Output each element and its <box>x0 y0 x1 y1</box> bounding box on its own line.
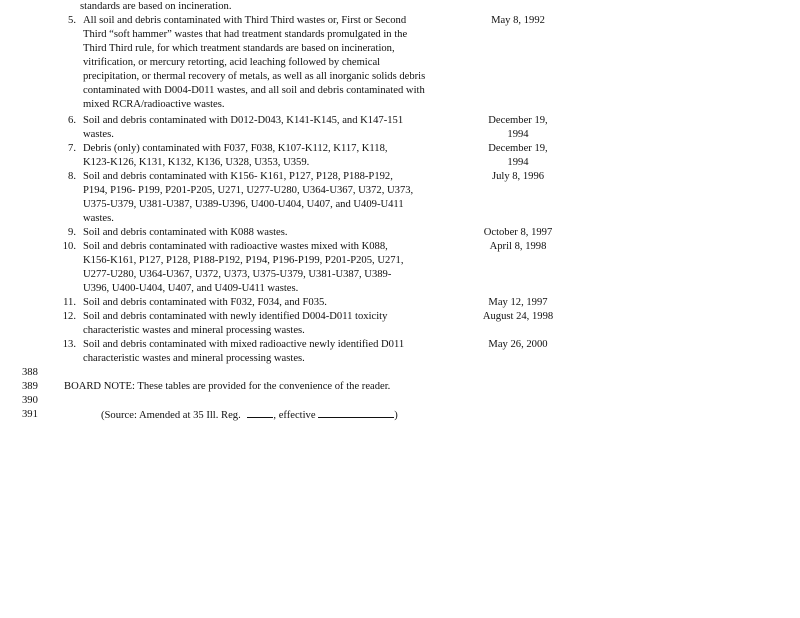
line-number: 391 <box>22 409 38 420</box>
register-blank <box>247 408 273 418</box>
line-number: 390 <box>22 395 38 406</box>
item-description-line: All soil and debris contaminated with Third Third wastes or, First or Second <box>83 15 407 26</box>
effective-date: December 19, <box>488 143 548 154</box>
item-description-line: U396, U400-U404, U407, and U409-U411 wastes. <box>83 283 299 294</box>
item-description-line: Soil and debris contaminated with F032, F034, and F035. <box>83 297 327 308</box>
item-number: 7. <box>68 143 76 154</box>
item-description-line: Soil and debris contaminated with mixed radioactive newly identified D011 <box>83 339 405 350</box>
effective-date: April 8, 1998 <box>489 241 547 252</box>
item-number: 8. <box>68 171 76 182</box>
item-number: 5. <box>68 15 76 26</box>
effective-date: July 8, 1996 <box>491 171 545 182</box>
line-number: 388 <box>22 367 38 378</box>
source-prefix: (Source: Amended at 35 Ill. Reg. <box>101 410 241 421</box>
source-suffix: ) <box>394 410 398 421</box>
item-description-line: Soil and debris contaminated with radioactive wastes mixed with K088, <box>83 241 388 252</box>
item-number: 6. <box>68 115 76 126</box>
item-number: 9. <box>68 227 76 238</box>
item-number: 10. <box>62 241 76 252</box>
item-description-line: U375-U379, U381-U387, U389-U396, U400-U404, U407, and U409-U411 <box>83 199 404 210</box>
item-description-line: characteristic wastes and mineral processing wastes. <box>83 325 305 336</box>
item-description-line: wastes. <box>83 129 114 140</box>
item-description-line: Soil and debris contaminated with newly identified D004-D011 toxicity <box>83 311 388 322</box>
effective-date: December 19, <box>488 115 548 126</box>
item-number: 11. <box>63 297 76 308</box>
item-description-line: mixed RCRA/radioactive wastes. <box>83 99 225 110</box>
item-description-line: Soil and debris contaminated with K088 wastes. <box>83 227 288 238</box>
item-description-line: K156-K161, P127, P128, P188-P192, P194, P196-P199, P201-P205, U271, <box>83 255 404 266</box>
item-number: 13. <box>62 339 76 350</box>
continued-text: standards are based on incineration. <box>80 1 232 12</box>
effective-date: 1994 <box>507 157 529 168</box>
item-description-line: contaminated with D004-D011 wastes, and all soil and debris contaminated with <box>83 85 425 96</box>
source-effective: , effective <box>273 410 316 421</box>
effective-date: May 8, 1992 <box>491 15 545 26</box>
source-note <box>101 408 398 423</box>
item-description-line: characteristic wastes and mineral processing wastes. <box>83 353 305 364</box>
item-description-line: Third Third rule, for which treatment standards are based on incineration, <box>83 43 395 54</box>
effective-date: August 24, 1998 <box>482 311 554 322</box>
item-number: 12. <box>62 311 76 322</box>
effective-date: May 26, 2000 <box>488 339 548 350</box>
line-number: 389 <box>22 381 38 392</box>
item-description-line: K123-K126, K131, K132, K136, U328, U353, U359. <box>83 157 310 168</box>
item-description-line: Soil and debris contaminated with D012-D043, K141-K145, and K147-151 <box>83 115 404 126</box>
date-blank <box>318 408 394 418</box>
item-description-line: U277-U280, U364-U367, U372, U373, U375-U379, U381-U387, U389- <box>83 269 392 280</box>
item-description-line: Soil and debris contaminated with K156- K161, P127, P128, P188-P192, <box>83 171 393 182</box>
effective-date: October 8, 1997 <box>483 227 553 238</box>
board-note: BOARD NOTE: These tables are provided for the convenience of the reader. <box>64 381 391 392</box>
item-description-line: wastes. <box>83 213 114 224</box>
item-description-line: Debris (only) contaminated with F037, F038, K107-K112, K117, K118, <box>83 143 388 154</box>
effective-date: May 12, 1997 <box>488 297 548 308</box>
effective-date: 1994 <box>507 129 529 140</box>
item-description-line: P194, P196- P199, P201-P205, U271, U277-U280, U364-U367, U372, U373, <box>83 185 414 196</box>
item-description-line: Third “soft hammer” wastes that had treatment standards promulgated in the <box>83 29 408 40</box>
item-description-line: vitrification, or mercury retorting, acid leaching followed by chemical <box>83 57 381 68</box>
item-description-line: precipitation, or thermal recovery of metals, as well as all inorganic solids debris <box>83 71 426 82</box>
